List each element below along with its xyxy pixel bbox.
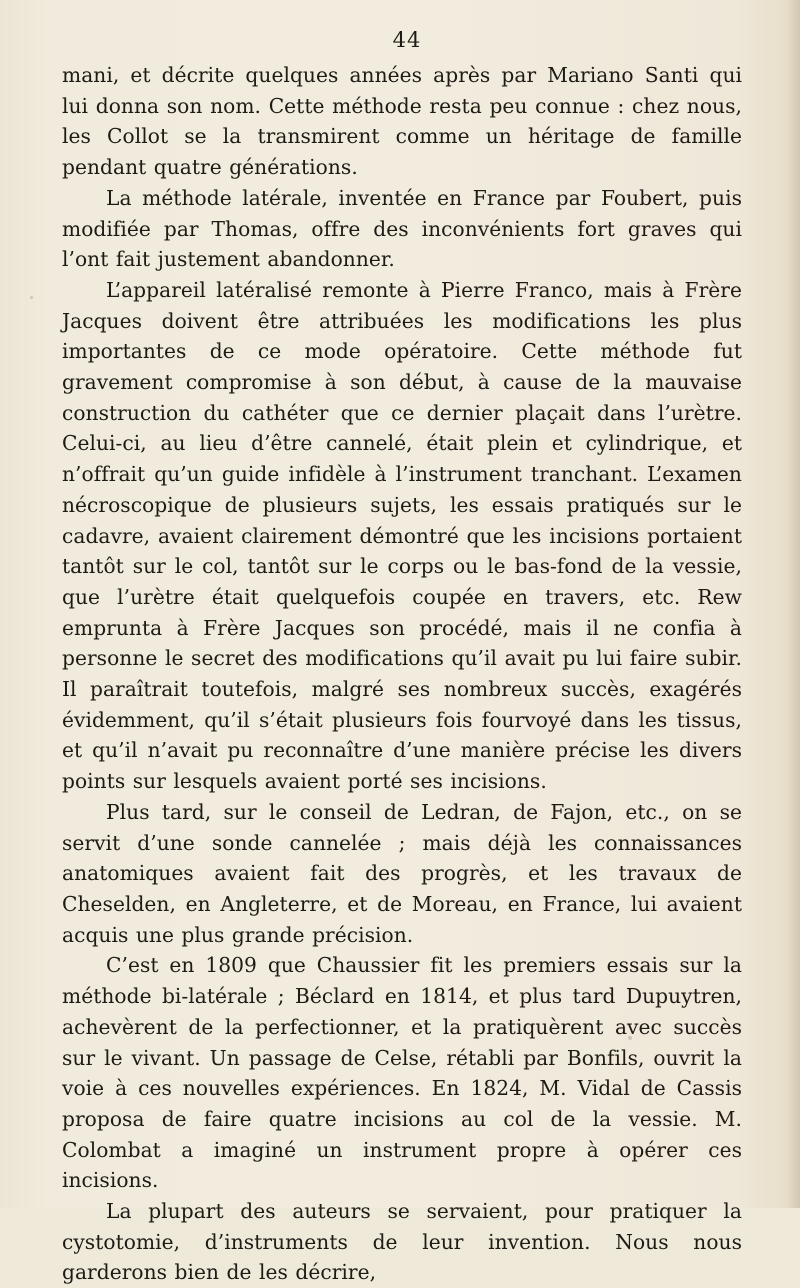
paragraph-lateral-method: La méthode latérale, inventée en France par Foubert, puis modifiée par Thomas, offre des inconvénients fort graves qui l’ont fait justement abandonner. <box>62 185 742 272</box>
paper-spot <box>628 1036 632 1040</box>
paragraph-grooved-probe: Plus tard, sur le conseil de Ledran, de Fajon, etc., on se servit d’une sonde cannelée ; mais déjà les connaissances anatomiques avaient fait des progrès, et les travaux de Cheselden, en Angleterre, et de Moreau, en France, lui avaient acquis une plus grande précision. <box>62 799 742 947</box>
paper-spot <box>394 1120 399 1125</box>
paragraph-bilateral-method: C’est en 1809 que Chaussier fit les premiers essais sur la méthode bi-latérale ; Béclard en 1814, et plus tard Dupuytren, achevèrent de la perfectionner, et la pratiquèrent avec succès sur le vivant. Un passage de Celse, rétabli par Bonfils, ouvrit la voie à ces nouvelles expériences. En 1824, M. Vidal de Cassis proposa de faire quatre incisions au col de la vessie. M. Colombat a imaginé un instrument propre à opérer ces incisions. <box>62 953 742 1193</box>
page-number: 44 <box>392 28 422 52</box>
paragraph-continuation: mani, et décrite quelques années après par Mariano Santi qui lui donna son nom. Cette méthode resta peu connue : chez nous, les Collot se la transmirent comme un héritage de famille pendant quatre générations. <box>62 63 742 180</box>
page-edge-shadow <box>786 0 800 1208</box>
paragraph-lateralized-apparatus: L’appareil latéralisé remonte à Pierre Franco, mais à Frère Jacques doivent être attribuées les modifications les plus importantes de ce mode opératoire. Cette méthode fut gravement compromise à son début, à cause de la mauvaise construction du cathéter que ce dernier plaçait dans l’urètre. Celui-ci, au lieu d’être cannelé, était plein et cylindrique, et n’offrait qu’un guide infidèle à l’instrument tranchant. L’examen nécroscopique de plusieurs sujets, les essais pratiqués sur le cadavre, avaient clairement démontré que les incisions portaient tantôt sur le col, tantôt sur le corps ou le bas-fond de la vessie, que l’urètre était quelquefois coupée en travers, etc. Rew emprunta à Frère Jacques son procédé, mais il ne confia à personne le secret des modifications qu’il avait pu lui faire subir. Il paraîtrait toutefois, malgré ses nombreux succès, exagérés évidemment, qu’il s’était plusieurs fois fourvoyé dans les tissus, et qu’il n’avait pu reconnaître d’une manière précise les divers points sur lesquels avaient porté ses incisions. <box>62 277 742 794</box>
body-text <box>62 60 742 1288</box>
paragraph-cystotomy-instruments: La plupart des auteurs se servaient, pour pratiquer la cystotomie, d’instruments de leur invention. Nous nous garderons bien de les décrire, <box>62 1199 742 1285</box>
paper-spot <box>30 296 33 299</box>
